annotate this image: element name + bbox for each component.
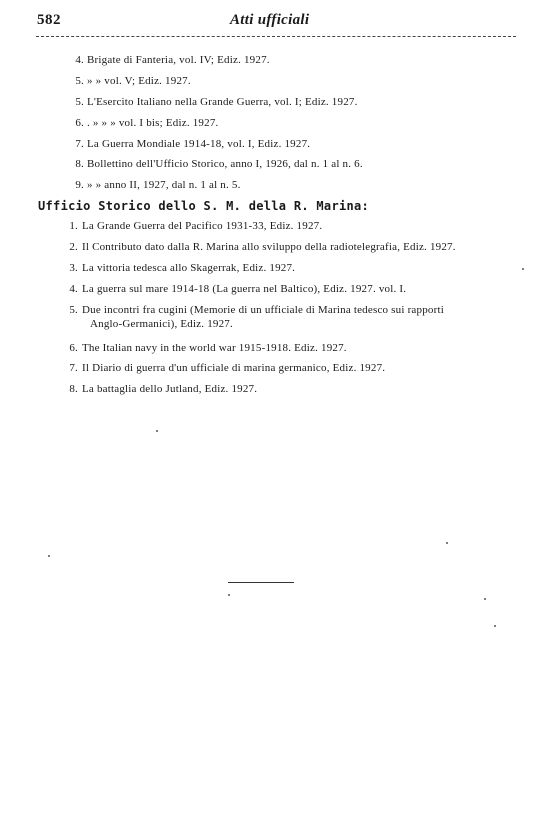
item-text: Il Diario di guerra d'un ufficiale di marina germanico, Ediz. 1927.: [82, 362, 386, 374]
closing-rule: [228, 582, 294, 583]
item-text: La guerra sul mare 1914-18 (La guerra nel Baltico), Ediz. 1927. vol. I.: [82, 283, 407, 295]
print-speck: [446, 542, 448, 544]
print-speck: [484, 598, 486, 600]
item-number: 7.: [75, 138, 84, 150]
item-text-continuation: Anglo-Germanici), Ediz. 1927.: [90, 318, 233, 330]
item-text: Bollettino dell'Ufficio Storico, anno I, 1926, dal n. 1 al n. 6.: [87, 158, 363, 170]
running-title: Atti ufficiali: [230, 12, 310, 28]
item-text: La Guerra Mondiale 1914-18, vol. I, Ediz. 1927.: [87, 138, 311, 150]
item-text: La vittoria tedesca allo Skagerrak, Ediz. 1927.: [82, 262, 296, 274]
item-number: 5.: [75, 75, 84, 87]
print-speck: [156, 430, 158, 432]
section-heading: Ufficio Storico dello S. M. della R. Marina:: [38, 199, 370, 213]
item-text: La battaglia dello Jutland, Ediz. 1927.: [82, 383, 258, 395]
item-number: 8.: [75, 158, 84, 170]
item-number: 4.: [75, 54, 84, 66]
item-number: 2.: [69, 241, 78, 253]
item-text: The Italian navy in the world war 1915-1918. Ediz. 1927.: [82, 342, 347, 354]
item-text: Brigate di Fanteria, vol. IV; Ediz. 1927.: [87, 54, 270, 66]
print-speck: [228, 594, 230, 596]
page-header: [0, 0, 550, 40]
item-number: 6.: [69, 342, 78, 354]
item-number: 5.: [75, 96, 84, 108]
item-number: 7.: [69, 362, 78, 374]
item-text: La Grande Guerra del Pacifico 1931-33, Ediz. 1927.: [82, 220, 323, 232]
item-text: Il Contributo dato dalla R. Marina allo sviluppo della radiotelegrafia, Ediz. 1927.: [82, 241, 456, 253]
page-number: 582: [37, 12, 61, 28]
print-speck: [494, 625, 496, 627]
item-text: Due incontri fra cugini (Memorie di un ufficiale di Marina tedesco sui rapporti: [82, 304, 444, 316]
item-number: 5.: [69, 304, 78, 316]
print-speck: [48, 555, 50, 557]
item-number: 8.: [69, 383, 78, 395]
header-rule: [36, 36, 516, 37]
item-text: L'Esercito Italiano nella Grande Guerra, vol. I; Ediz. 1927.: [87, 96, 358, 108]
print-speck: [522, 268, 524, 270]
item-number: 4.: [69, 283, 78, 295]
item-number: 9.: [75, 179, 84, 191]
item-text: . » » » vol. I bis; Ediz. 1927.: [87, 117, 219, 129]
item-text: » » anno II, 1927, dal n. 1 al n. 5.: [87, 179, 241, 191]
item-text: » » vol. V; Ediz. 1927.: [87, 75, 191, 87]
item-number: 6.: [75, 117, 84, 129]
item-number: 1.: [69, 220, 78, 232]
item-number: 3.: [69, 262, 78, 274]
